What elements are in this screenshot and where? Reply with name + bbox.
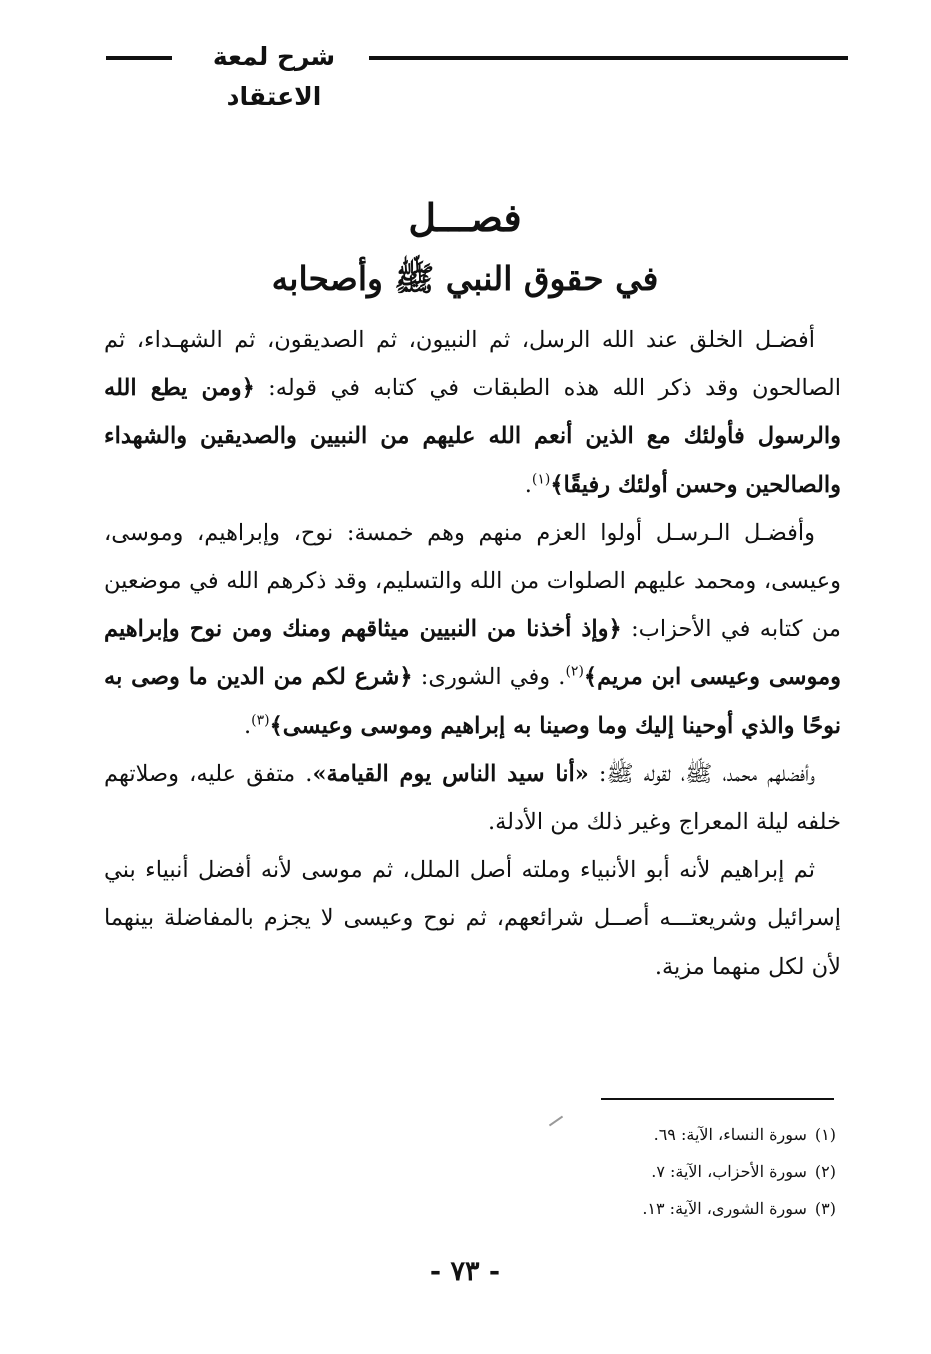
footnote-ref-1[interactable]: (١)	[531, 471, 551, 488]
paragraph-2-end: .	[243, 712, 252, 739]
footnote-ref-2[interactable]: (٢)	[565, 663, 584, 680]
paragraph-2-text: وأفضـل الـرسـل أولوا العزم منهم وهم خمسة: نوح، وإبراهيم، وموسى، وعيسى، ومحمد عليهم الصلوات من الله والتسليم، وقد ذكرهم الله في موضعين من كتابه في الأحزاب:	[104, 519, 841, 643]
paragraph-3	[104, 750, 841, 846]
page-number: - ٧٣ -	[429, 1256, 501, 1287]
quran-verse-3: ﴿شرع لكم من الدين ما وصى به نوحًا والذي أوحينا إليك وما وصينا به إبراهيم وموسى وعيسى﴾	[104, 664, 841, 739]
running-title: شرح لمعة الاعتقاد	[212, 42, 336, 111]
header-rule-left	[106, 56, 172, 60]
footnotes	[440, 1116, 836, 1227]
footnote-text: سورة الأحزاب، الآية: ٧.	[651, 1162, 807, 1181]
footnote-number: (١)	[814, 1125, 836, 1144]
section-subtitle: في حقوق النبي ﷺ وأصحابه	[271, 259, 659, 298]
footnote-2	[440, 1153, 836, 1190]
footnote-3	[440, 1190, 836, 1227]
paragraph-4	[104, 846, 841, 991]
paragraph-2	[104, 509, 841, 750]
footnote-number: (٢)	[814, 1162, 836, 1181]
paragraph-3-text: وأفضلهم محمد، ﷺ، لقوله ﷺ:	[588, 760, 816, 787]
running-header	[100, 32, 848, 111]
footnote-separator	[601, 1098, 834, 1100]
hadith-quote: «أنا سيد الناس يوم القيامة»	[312, 760, 589, 787]
paragraph-2-mid: . وفي الشورى:	[412, 664, 566, 691]
footnote-text: سورة النساء، الآية: ٦٩.	[653, 1125, 807, 1144]
quran-verse-2: ﴿وإذ أخذنا من النبيين ميثاقهم ومنك ومن نوح وإبراهيم وموسى وعيسى ابن مريم﴾	[104, 616, 842, 691]
body-text	[104, 316, 841, 991]
footnote-1	[440, 1116, 836, 1153]
paragraph-1-text: أفضـل الخلق عند الله الرسل، ثم النبيون، ثم الصديقون، ثم الشهـداء، ثم الصالحون وقد ذكر الله هذه الطبقات في كتابه في قوله:	[104, 327, 841, 402]
footnote-ref-3[interactable]: (٣)	[251, 712, 270, 729]
paragraph-3-text-2: . متفق عليه، وصلاتهم خلفه ليلة المعراج وغير ذلك من الأدلة.	[104, 760, 841, 836]
paragraph-4-text: ثم إبراهيم لأنه أبو الأنبياء وملته أصل الملل، ثم موسى لأنه أفضل أنبياء بني إسرائيل وشريعتـــه أصــل شرائعهم، ثم نوح وعيسى لا يجزم بالمفاضلة بينهما لأن لكل منهما مزية.	[104, 857, 841, 980]
section-title: فصـــل	[408, 195, 522, 240]
footnote-text: سورة الشورى، الآية: ١٣.	[642, 1199, 807, 1218]
paragraph-1-end: .	[524, 471, 532, 498]
paragraph-1	[104, 316, 841, 509]
header-rule-right	[369, 56, 848, 60]
quran-verse-1: ﴿ومن يطع الله والرسول فأولئك مع الذين أنعم الله عليهم من النبيين والصديقين والشهداء والصالحين وحسن أولئك رفيقًا﴾	[104, 375, 841, 498]
footnote-number: (٣)	[814, 1199, 836, 1218]
